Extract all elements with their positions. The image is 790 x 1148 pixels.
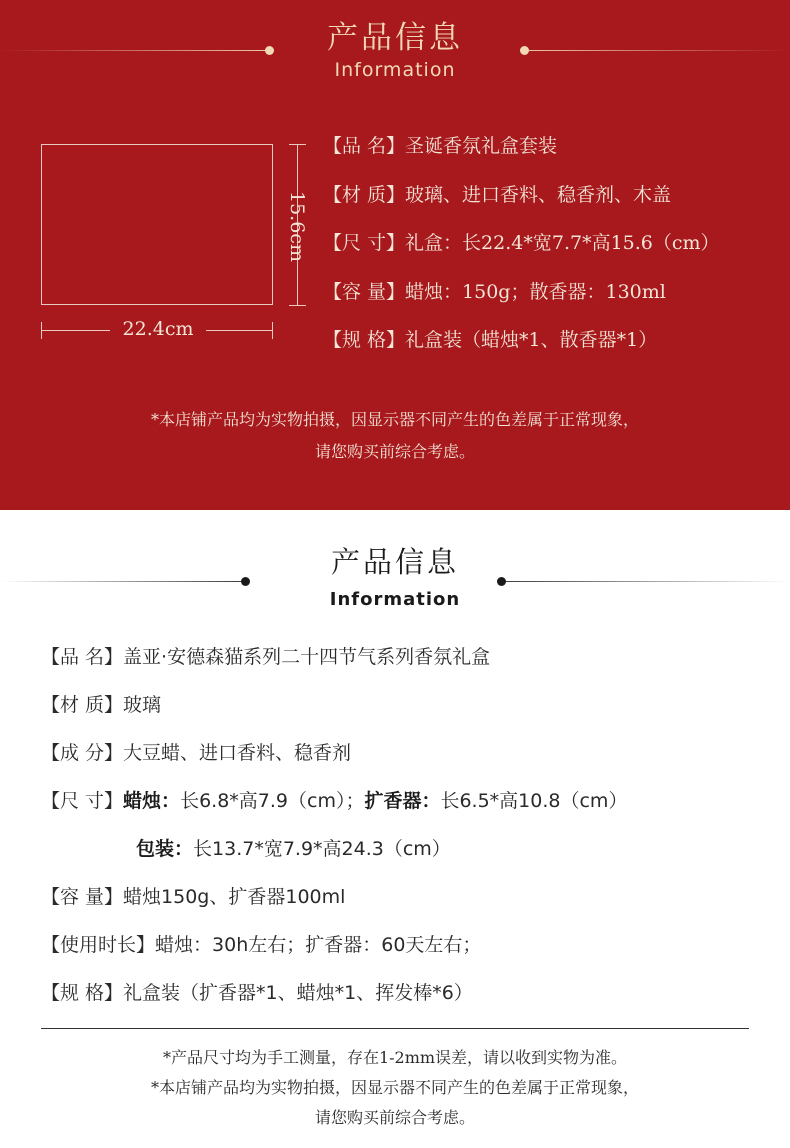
section-subtitle: Information xyxy=(329,589,461,610)
spec-label: 【材 质】 xyxy=(323,183,406,206)
divider-dot-left xyxy=(265,46,274,55)
disclaimer-line: *本店铺产品均为实物拍摄，因显示器不同产生的色差属于正常现象， xyxy=(150,1078,639,1097)
spec-label: 【规 格】 xyxy=(323,329,406,351)
spec-label: 【规 格】 xyxy=(41,982,124,1004)
disclaimer-notes xyxy=(0,404,790,468)
title-divider-left xyxy=(0,50,268,51)
spec-row-name xyxy=(323,131,790,180)
spec-label: 【成 分】 xyxy=(41,742,124,764)
height-tick-bottom xyxy=(289,305,306,306)
spec-value: 蜡烛：30h左右；扩香器：60天左右； xyxy=(155,934,482,956)
spec-row-package xyxy=(323,325,790,374)
red-info-panel xyxy=(0,0,790,510)
diffuser-size-label: 扩香器： xyxy=(364,790,441,812)
disclaimer-notes xyxy=(0,1043,790,1133)
title-divider-right xyxy=(501,581,790,582)
spec-label: 【品 名】 xyxy=(323,135,406,157)
width-tick-right xyxy=(272,322,273,339)
spec-row-capacity xyxy=(323,277,790,326)
spec-value: 圣诞香氛礼盒套装 xyxy=(405,135,558,157)
spec-value: 礼盒装（扩香器*1、蜡烛*1、挥发棒*6） xyxy=(123,982,473,1004)
candle-size-value: 长6.8*高7.9（cm）； xyxy=(180,790,365,812)
spec-row-material xyxy=(323,180,790,229)
spec-row-size xyxy=(323,228,790,277)
spec-row-material xyxy=(41,690,771,738)
spec-value: 蜡烛：150g；散香器：130ml xyxy=(405,280,666,303)
title-divider-left xyxy=(0,581,245,582)
spec-label: 【尺 寸】 xyxy=(323,232,406,254)
disclaimer-line: *产品尺寸均为手工测量，存在1-2mm误差，请以收到实物为准。 xyxy=(162,1048,628,1067)
height-tick-top xyxy=(289,144,306,145)
gift-set-spec-list xyxy=(323,131,790,374)
divider-dot-right xyxy=(520,46,529,55)
title-divider-right xyxy=(524,50,790,51)
spec-label: 【尺 寸】 xyxy=(41,790,124,812)
spec-row-size xyxy=(41,786,771,834)
notes-divider xyxy=(41,1028,749,1029)
spec-row-capacity xyxy=(41,882,771,930)
spec-value: 玻璃 xyxy=(123,694,162,716)
page-title: 产品信息 xyxy=(327,20,463,56)
spec-value: 大豆蜡、进口香料、稳香剂 xyxy=(123,742,352,764)
spec-value: 蜡烛150g、扩香器100ml xyxy=(123,886,346,908)
disclaimer-line: 请您购买前综合考虑。 xyxy=(314,1108,475,1127)
package-size-value: 长13.7*宽7.9*高24.3（cm） xyxy=(193,838,451,860)
diffuser-size-value: 长6.5*高10.8（cm） xyxy=(440,790,628,812)
candle-size-label: 蜡烛： xyxy=(123,790,181,812)
spec-row-package xyxy=(41,978,771,1026)
spec-row-package-size xyxy=(41,834,771,882)
spec-label: 【使用时长】 xyxy=(41,934,156,956)
spec-label: 【品 名】 xyxy=(41,646,124,668)
spec-label: 【材 质】 xyxy=(41,694,124,716)
divider-dot-right xyxy=(497,577,506,586)
width-dimension-label: 22.4cm xyxy=(110,318,206,340)
box-dimension-outline xyxy=(41,144,273,305)
product-spec-list xyxy=(41,642,771,1026)
spec-value: 盖亚·安德森猫系列二十四节气系列香氛礼盒 xyxy=(123,646,491,668)
spec-label: 【容 量】 xyxy=(41,886,124,908)
divider-dot-left xyxy=(241,577,250,586)
spec-value: 玻璃、进口香料、稳香剂、木盖 xyxy=(405,183,672,206)
spec-label: 【容 量】 xyxy=(323,280,406,303)
package-size-label: 包装： xyxy=(136,838,194,860)
spec-row-ingredients xyxy=(41,738,771,786)
spec-row-name xyxy=(41,642,771,690)
page-subtitle: Information xyxy=(334,59,456,81)
section-title: 产品信息 xyxy=(330,545,459,579)
width-tick-left xyxy=(41,322,42,339)
disclaimer-line: *本店铺产品均为实物拍摄，因显示器不同产生的色差属于正常现象， xyxy=(150,410,639,429)
disclaimer-line: 请您购买前综合考虑。 xyxy=(314,442,475,461)
spec-value: 礼盒装（蜡烛*1、散香器*1） xyxy=(405,329,658,351)
spec-value: 礼盒：长22.4*宽7.7*高15.6（cm） xyxy=(405,232,720,254)
spec-row-duration xyxy=(41,930,771,978)
height-dimension-label: 15.6cm xyxy=(286,190,308,262)
